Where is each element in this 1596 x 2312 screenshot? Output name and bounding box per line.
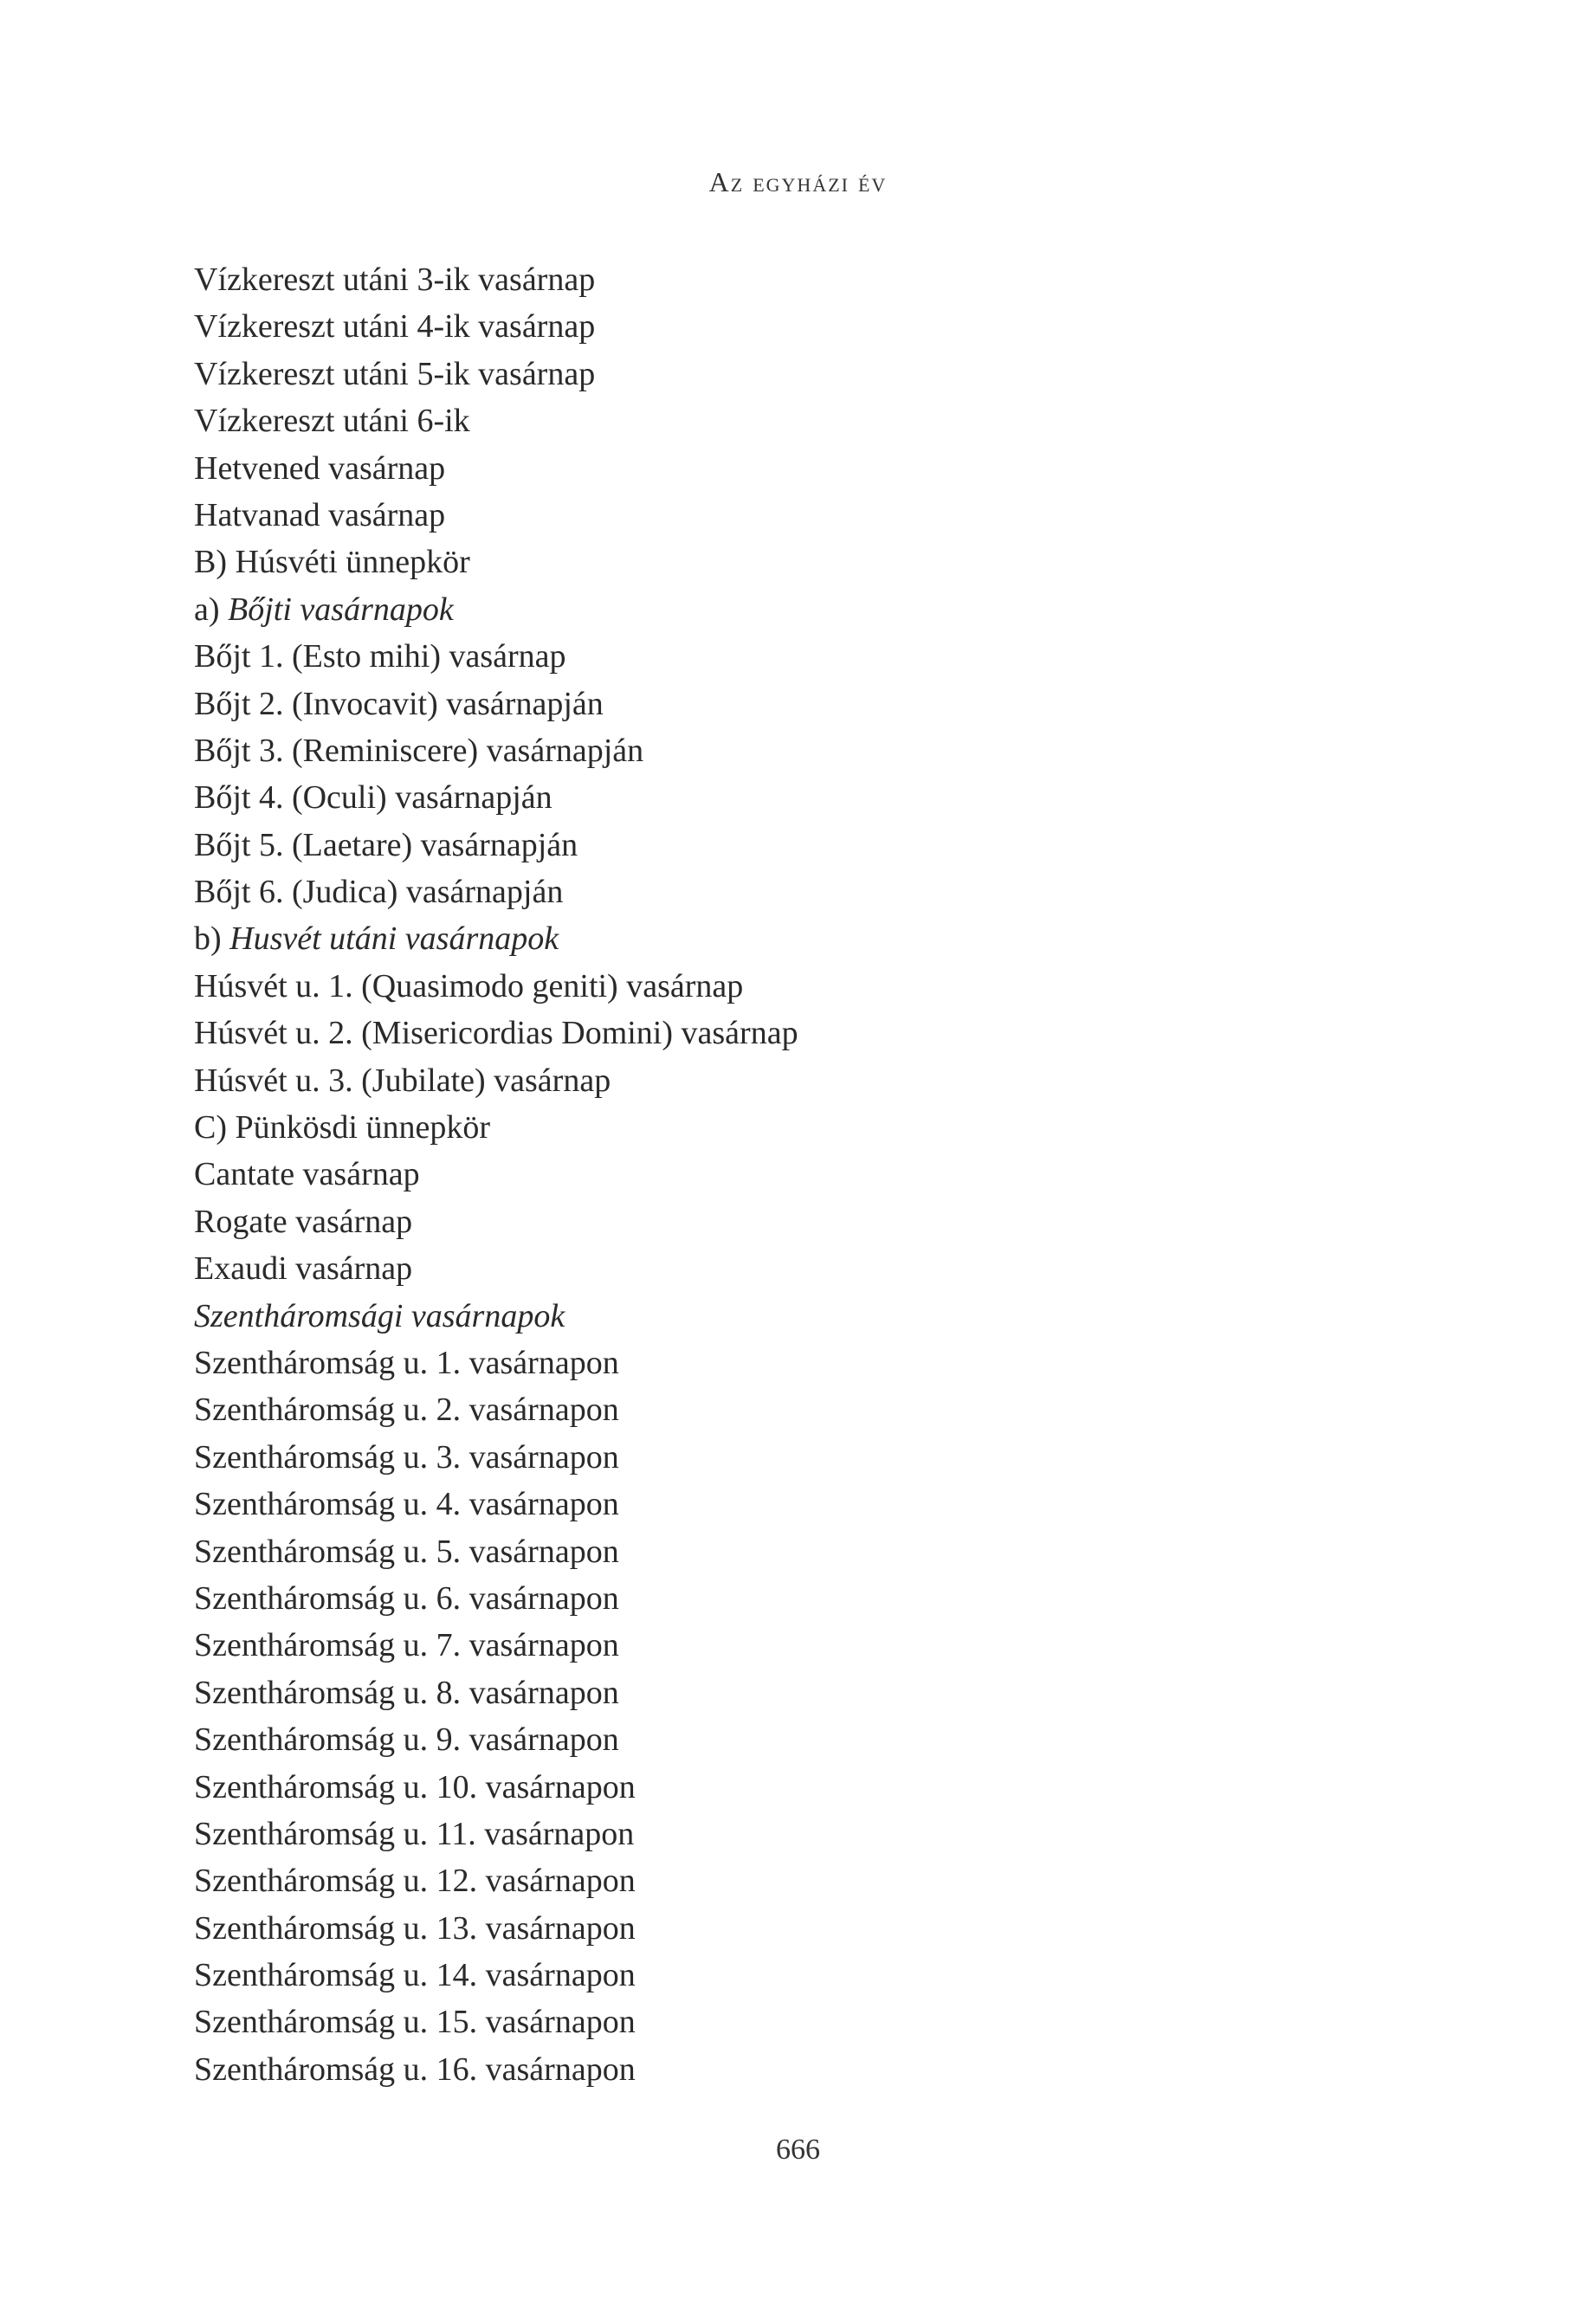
entry-text: b) [194,920,230,958]
list-item [194,774,1423,821]
list-item [194,1057,1423,1104]
entry-text: Bőjt 5. (Laetare) vasárnapján [194,826,578,863]
list-item [194,539,1423,585]
list-item [194,492,1423,539]
list-item [194,1528,1423,1575]
entry-text: Szentháromság u. 13. vasárnapon [194,1909,636,1947]
entry-text: Szentháromság u. 10. vasárnapon [194,1768,636,1805]
list-item [194,1386,1423,1433]
list-item [194,869,1423,915]
entry-text: Szentháromság u. 12. vasárnapon [194,1863,636,1900]
list-item [194,963,1423,1010]
list-item [194,822,1423,869]
list-item [194,1010,1423,1056]
entry-italic-text: Szentháromsági vasárnapok [194,1297,565,1334]
list-item [194,2046,1423,2093]
entry-text: Szentháromság u. 5. vasárnapon [194,1533,619,1570]
entry-text: Szentháromság u. 14. vasárnapon [194,1957,636,1994]
list-item [194,1857,1423,1904]
entry-text: Bőjt 4. (Oculi) vasárnapján [194,779,552,817]
list-item [194,1622,1423,1669]
entry-text: Húsvét u. 3. (Jubilate) vasárnap [194,1062,611,1099]
list-item [194,1104,1423,1151]
sunday-list [194,256,1423,2093]
entry-text: Szentháromság u. 9. vasárnapon [194,1721,619,1759]
list-item [194,1245,1423,1292]
entry-italic-text: Bőjti vasárnapok [228,591,454,628]
list-item [194,256,1423,303]
list-item [194,1151,1423,1198]
entry-text: Hatvanad vasárnap [194,496,446,533]
entry-text: Szentháromság u. 11. vasárnapon [194,1815,635,1852]
entry-text: Bőjt 2. (Invocavit) vasárnapján [194,685,604,722]
entry-text: a) [194,591,229,628]
list-item [194,1764,1423,1811]
list-item [194,1999,1423,2045]
entry-text: Bőjt 1. (Esto mihi) vasárnap [194,638,566,675]
entry-text: C) Pünkösdi ünnepkör [194,1109,490,1146]
list-item [194,1481,1423,1527]
list-item [194,1434,1423,1481]
list-item [194,633,1423,680]
list-item [194,1952,1423,1999]
list-item [194,1811,1423,1857]
entry-text: Húsvét u. 2. (Misericordias Domini) vasárnap [194,1015,798,1052]
list-item [194,303,1423,350]
running-head: Az egyházi év [708,166,888,197]
entry-text: Szentháromság u. 6. vasárnapon [194,1579,619,1617]
entry-italic-text: Husvét utáni vasárnapok [229,920,559,958]
entry-text: Szentháromság u. 3. vasárnapon [194,1438,619,1476]
list-item [194,1575,1423,1622]
entry-text: Bőjt 6. (Judica) vasárnapján [194,874,564,911]
list-item [194,586,1423,633]
entry-text: B) Húsvéti ünnepkör [194,544,470,581]
list-item [194,351,1423,397]
list-item [194,1716,1423,1763]
entry-text: Szentháromság u. 16. vasárnapon [194,2050,636,2088]
entry-text: Vízkereszt utáni 6-ik [194,403,470,440]
entry-text: Cantate vasárnap [194,1156,420,1193]
list-item [194,397,1423,444]
entry-text: Szentháromság u. 15. vasárnapon [194,2004,636,2041]
list-item [194,727,1423,774]
entry-text: Vízkereszt utáni 4-ik vasárnap [194,308,596,346]
entry-text: Bőjt 3. (Reminiscere) vasárnapján [194,732,644,769]
entry-text: Szentháromság u. 1. vasárnapon [194,1344,619,1381]
entry-text: Vízkereszt utáni 3-ik vasárnap [194,262,596,298]
entry-text: Szentháromság u. 2. vasárnapon [194,1392,619,1429]
entry-text: Exaudi vasárnap [194,1250,413,1288]
entry-text: Húsvét u. 1. (Quasimodo geniti) vasárnap [194,967,744,1004]
entry-text: Szentháromság u. 7. vasárnapon [194,1627,619,1664]
list-item [194,1293,1423,1340]
list-item [194,915,1423,962]
entry-text: Rogate vasárnap [194,1203,413,1240]
list-item [194,1669,1423,1716]
list-item [194,681,1423,727]
list-item [194,1198,1423,1245]
entry-text: Szentháromság u. 8. vasárnapon [194,1674,619,1711]
entry-text: Szentháromság u. 4. vasárnapon [194,1486,619,1523]
list-item [194,1340,1423,1386]
entry-text: Vízkereszt utáni 5-ik vasárnap [194,355,596,392]
entry-text: Hetvened vasárnap [194,449,446,487]
list-item [194,1905,1423,1952]
page-number: 666 [776,2134,820,2166]
list-item [194,445,1423,492]
